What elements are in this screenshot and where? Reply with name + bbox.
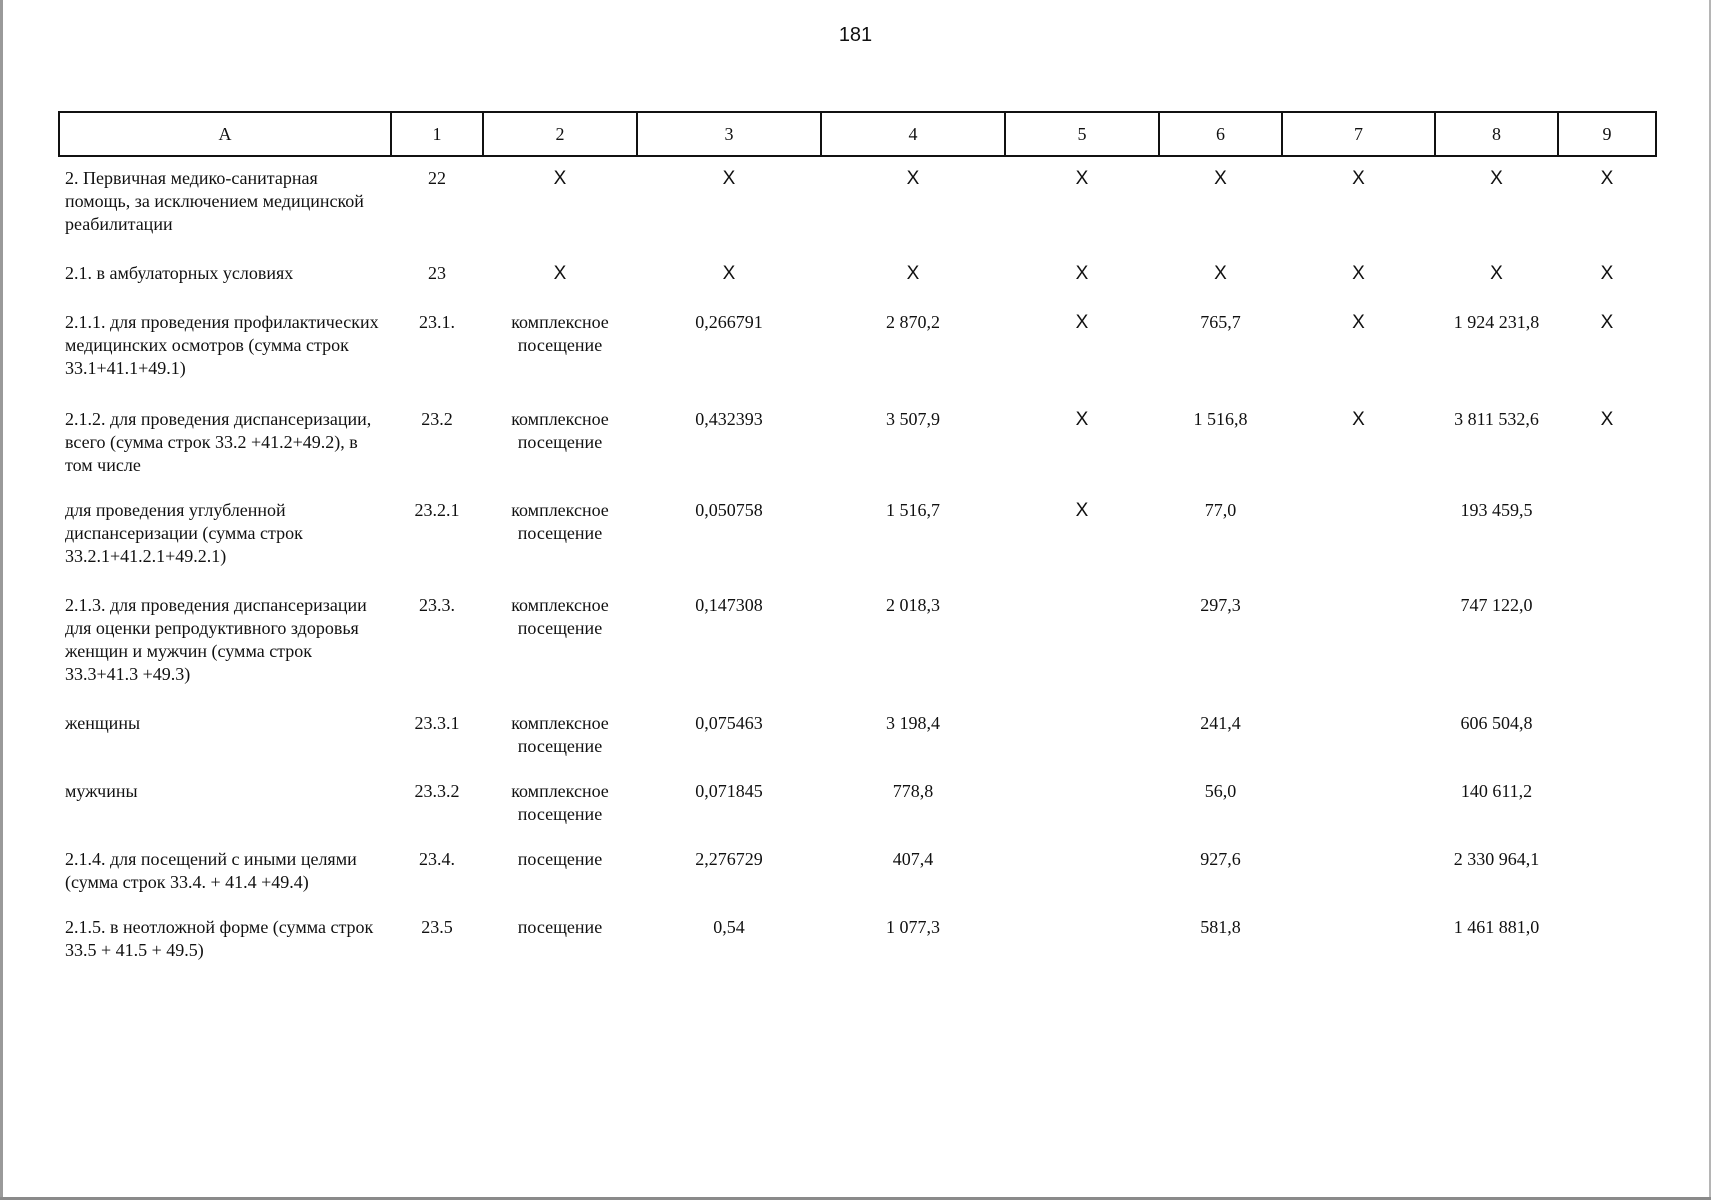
cell-col-3: X — [722, 263, 736, 284]
cell-unit: посещение — [517, 849, 603, 869]
cell-col-5 — [1005, 702, 1159, 770]
cell-col-7 — [1282, 584, 1435, 702]
cell-row-number: 23.3.2 — [414, 781, 460, 801]
cell-col-3: 2,276729 — [695, 849, 763, 869]
cell-col-8: 747 122,0 — [1460, 595, 1533, 615]
cell-col-5: X — [1075, 263, 1089, 284]
cell-row-number: 23 — [428, 263, 446, 283]
cell-name: мужчины — [65, 781, 138, 801]
cell-col-4: 3 507,9 — [886, 409, 940, 429]
cell-col-4: X — [906, 168, 920, 189]
cell-col-8: 1 461 881,0 — [1453, 917, 1540, 937]
table-row — [59, 254, 1656, 301]
cell-col-5 — [1005, 770, 1159, 838]
cell-col-3: 0,075463 — [695, 713, 763, 733]
header-cell-8: 8 — [1435, 112, 1558, 156]
cell-col-9: X — [1600, 409, 1614, 430]
cell-row-number: 23.4. — [419, 849, 455, 869]
cell-col-9 — [1558, 838, 1656, 906]
cell-name: 2.1.3. для проведения диспансеризации для оценки репродуктивного здоровья женщин и мужчин (сумма строк 33.3+41.3 +49.3) — [65, 595, 367, 684]
header-cell-9: 9 — [1558, 112, 1656, 156]
cell-col-7 — [1282, 702, 1435, 770]
cell-col-6: 241,4 — [1200, 713, 1241, 733]
cell-name: для проведения углубленной диспансеризации (сумма строк 33.2.1+41.2.1+49.2.1) — [65, 500, 303, 566]
cell-col-7 — [1282, 838, 1435, 906]
header-cell-3: 3 — [637, 112, 821, 156]
cell-col-4: 778,8 — [892, 781, 934, 801]
cell-unit: комплексное посещение — [511, 500, 609, 543]
cell-col-4: 3 198,4 — [886, 713, 940, 733]
table-row — [59, 770, 1656, 838]
cell-col-7 — [1282, 489, 1435, 584]
cell-unit: посещение — [517, 917, 603, 937]
cell-col-3: 0,266791 — [695, 312, 763, 332]
scan-edge-left — [0, 0, 3, 1200]
header-cell-5: 5 — [1005, 112, 1159, 156]
cell-col-4: X — [906, 263, 920, 284]
table-row — [59, 489, 1656, 584]
cell-row-number: 23.2 — [421, 409, 453, 429]
page-number: 181 — [838, 24, 873, 46]
cell-row-number: 23.5 — [421, 917, 453, 937]
cell-col-4: 2 870,2 — [886, 312, 940, 332]
cell-col-3: 0,050758 — [695, 500, 763, 520]
cell-col-9: X — [1600, 263, 1614, 284]
cell-col-7 — [1282, 770, 1435, 838]
cell-col-8: 2 330 964,1 — [1453, 849, 1540, 869]
cell-name: 2.1.1. для проведения профилактических медицинских осмотров (сумма строк 33.1+41.1+49.1) — [65, 312, 379, 378]
cell-col-9 — [1558, 702, 1656, 770]
cell-unit: комплексное посещение — [511, 595, 609, 638]
table-row — [59, 398, 1656, 489]
cell-unit: X — [553, 168, 567, 189]
cell-unit: комплексное посещение — [511, 781, 609, 824]
cell-col-6: X — [1214, 263, 1227, 284]
header-cell-6: 6 — [1159, 112, 1282, 156]
cell-col-8: 193 459,5 — [1460, 500, 1533, 520]
cell-col-9: X — [1600, 168, 1614, 189]
cell-col-8: 3 811 532,6 — [1454, 409, 1539, 429]
cell-col-3: 0,54 — [713, 917, 745, 937]
cell-col-3: 0,147308 — [695, 595, 763, 615]
header-row — [59, 112, 1656, 156]
cell-col-6: 927,6 — [1200, 849, 1241, 869]
header-cell-2: 2 — [483, 112, 637, 156]
cell-col-9 — [1558, 906, 1656, 974]
cell-col-5 — [1005, 584, 1159, 702]
table-row — [59, 584, 1656, 702]
cell-col-5: X — [1075, 409, 1089, 430]
table-row — [59, 156, 1656, 254]
cell-col-9 — [1558, 770, 1656, 838]
cell-row-number: 22 — [428, 168, 446, 188]
cell-unit: комплексное посещение — [511, 312, 609, 355]
cell-col-5: X — [1075, 168, 1089, 189]
cell-col-8: X — [1490, 263, 1503, 284]
table-row — [59, 702, 1656, 770]
cell-unit: комплексное посещение — [511, 713, 609, 756]
cell-col-9 — [1558, 584, 1656, 702]
cell-col-5 — [1005, 838, 1159, 906]
cell-col-6: 765,7 — [1200, 312, 1241, 332]
cell-col-6: 1 516,8 — [1193, 409, 1248, 429]
cell-col-4: 1 077,3 — [886, 917, 940, 937]
cell-col-5: X — [1075, 500, 1089, 521]
cell-col-8: 606 504,8 — [1460, 713, 1533, 733]
cell-col-5: X — [1075, 312, 1089, 333]
table-container — [58, 111, 1655, 974]
cell-col-6: 56,0 — [1204, 781, 1237, 801]
header-cell-7: 7 — [1282, 112, 1435, 156]
cell-name: 2.1.2. для проведения диспансеризации, всего (сумма строк 33.2 +41.2+49.2), в том числе — [65, 409, 372, 475]
cell-name: 2.1.5. в неотложной форме (сумма строк 33.5 + 41.5 + 49.5) — [65, 917, 374, 960]
cell-name: 2.1.4. для посещений с иными целями (сумма строк 33.4. + 41.4 +49.4) — [65, 849, 357, 892]
cell-col-4: 407,4 — [892, 849, 934, 869]
cell-col-6: 77,0 — [1204, 500, 1237, 520]
cell-name: женщины — [65, 713, 141, 733]
cell-name: 2. Первичная медико-санитарная помощь, за исключением медицинской реабилитации — [65, 168, 364, 234]
header-cell-4: 4 — [821, 112, 1005, 156]
table-row — [59, 301, 1656, 398]
cell-row-number: 23.1. — [419, 312, 455, 332]
cell-col-3: 0,432393 — [695, 409, 763, 429]
cell-col-9: X — [1600, 312, 1614, 333]
header-cell-1: 1 — [391, 112, 483, 156]
cell-row-number: 23.2.1 — [414, 500, 460, 520]
cell-col-7 — [1282, 906, 1435, 974]
cell-unit: X — [553, 263, 567, 284]
cell-col-4: 2 018,3 — [886, 595, 940, 615]
data-table — [58, 111, 1657, 974]
cell-row-number: 23.3. — [419, 595, 455, 615]
cell-name: 2.1. в амбулаторных условиях — [65, 263, 294, 283]
cell-col-3: 0,071845 — [695, 781, 763, 801]
cell-col-9 — [1558, 489, 1656, 584]
cell-col-7: X — [1352, 409, 1365, 430]
cell-col-6: X — [1214, 168, 1227, 189]
cell-col-8: 1 924 231,8 — [1453, 312, 1540, 332]
header-cell-a: А — [59, 112, 391, 156]
table-row — [59, 838, 1656, 906]
cell-col-5 — [1005, 906, 1159, 974]
cell-col-3: X — [722, 168, 736, 189]
cell-col-8: X — [1490, 168, 1503, 189]
cell-col-6: 581,8 — [1200, 917, 1241, 937]
cell-col-7: X — [1352, 168, 1365, 189]
cell-col-6: 297,3 — [1200, 595, 1241, 615]
cell-col-7: X — [1352, 263, 1365, 284]
cell-row-number: 23.3.1 — [414, 713, 460, 733]
table-row — [59, 906, 1656, 974]
cell-col-8: 140 611,2 — [1460, 781, 1533, 801]
cell-unit: комплексное посещение — [511, 409, 609, 452]
cell-col-4: 1 516,7 — [886, 500, 940, 520]
cell-col-7: X — [1352, 312, 1365, 333]
